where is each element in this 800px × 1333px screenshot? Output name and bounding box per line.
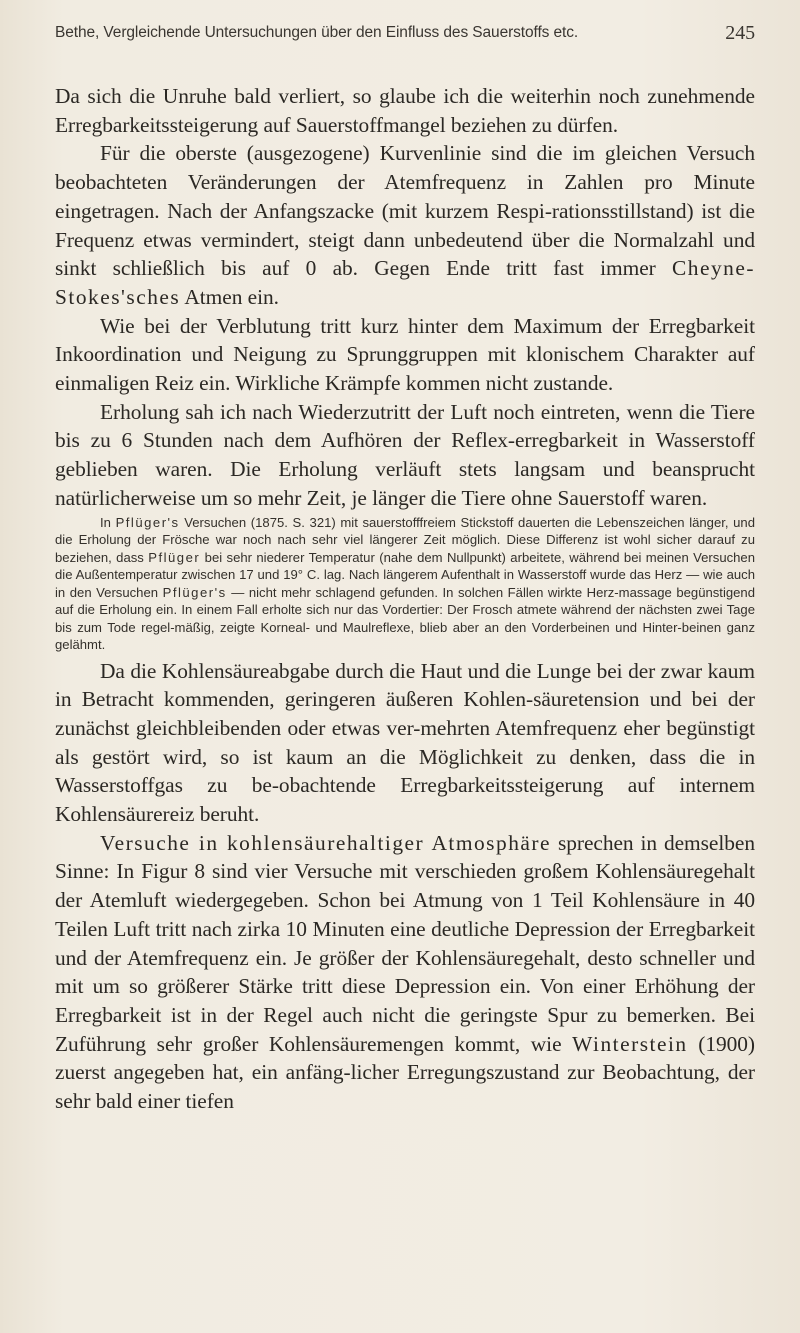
- footnote-text-b: bei sehr niederer Temperatur (nahe dem Nullpunkt) arbeitete, während bei meinen Versuchen die Außentemperatur zwischen 17 und 19° C. lag. Nach längerem Aufenthalt in Wasserstoff wurde das Herz — wie auch in den Versuchen: [55, 549, 756, 600]
- paragraph-3: Wie bei der Verblutung tritt kurz hinter dem Maximum der Erregbarkeit Inkoordination und Neigung zu Sprunggruppen mit klonischem Charakter auf einmaligen Reiz ein. Wirkliche Krämpfe kommen nicht zustande.: [55, 313, 755, 396]
- footnote-text-a: Versuchen (1875. S. 321) mit sauerstofffreiem Stickstoff dauerten die Lebenszeichen länger, und die Erholung der Frösche war noch nach sehr viel längerer Zeit möglich. Diese Differenz ist wohl sicher darauf zu beziehen, dass: [55, 514, 755, 565]
- paragraph-2: [55, 139, 755, 311]
- paragraph-6-text-b: (1900) zuerst angegeben hat, ein anfäng-licher Erregungszustand zur Beobachtung, der sehr bald einer tiefen: [55, 1031, 755, 1114]
- section-lead-co2-atmosphere: Versuche in kohlensäurehaltiger Atmosphäre: [100, 830, 552, 855]
- paragraph-6-text-a: sprechen in demselben Sinne: In Figur 8 sind vier Versuche mit verschieden großem Kohlensäuregehalt der Atemluft wiedergegeben. Schon bei Atmung von 1 Teil Kohlensäure in 40 Teilen Luft tritt nach zirka 10 Minuten eine deutliche Depression der Erregbarkeit und der Atemfrequenz ein. Je größer der Kohlensäuregehalt, desto schneller und mit um so größerer Stärke tritt diese Depression ein. Von einer Erhöhung der Erregbarkeit ist in der Regel auch nicht die geringste Spur zu bemerken. Bei Zuführung sehr großer Kohlensäuremengen kommt, wie: [55, 830, 755, 1056]
- page-number: 245: [725, 22, 755, 44]
- author-name-winterstein: Winterstein: [572, 1031, 688, 1056]
- author-name-pflueger-1: Pflüger's: [115, 514, 180, 530]
- author-name-pflueger-3: Pflüger's: [162, 584, 227, 600]
- paragraph-4: Erholung sah ich nach Wiederzutritt der Luft noch eintreten, wenn die Tiere bis zu 6 Stunden nach dem Aufhören der Reflex-erregbarkeit in Wasserstoff geblieben waren. Die Erholung verläuft stets langsam und beansprucht natürlicherweise um so mehr Zeit, je länger die Tiere ohne Sauerstoff waren.: [55, 399, 755, 510]
- running-head: [55, 24, 755, 42]
- footnote-in: In: [100, 514, 111, 530]
- paragraph-1: Da sich die Unruhe bald verliert, so glaube ich die weiterhin noch zunehmende Erregbarkeitssteigerung auf Sauerstoffmangel beziehen zu dürfen.: [55, 84, 755, 137]
- page-body: [55, 82, 755, 1116]
- paragraph-5: Da die Kohlensäureabgabe durch die Haut und die Lunge bei der zwar kaum in Betracht kommenden, geringeren äußeren Kohlen-säuretension und bei der zunächst gleichbleibenden oder etwas ver-mehrten Atemfrequenz eher begünstigt als gestört wird, so ist kaum an die Möglichkeit zu denken, dass die in Wasserstoffgas zu be-obachtende Erregbarkeitssteigerung auf internem Kohlensäurereiz beruht.: [55, 658, 755, 827]
- footnote-block: [55, 514, 755, 654]
- footnote-text-c: — nicht mehr schlagend gefunden. In solchen Fällen wirkte Herz-massage begünstigend auf die Erholung ein. In einem Fall erholte sich nur das Vordertier: Der Frosch atmete während der nächsten zwei Tage bis zum Tode regel-mäßig, zeigte Korneal- und Maulreflexe, blieb aber an den Vorderbeinen und Hinter-beinen ganz gelähmt.: [55, 584, 755, 653]
- author-name-cheyne-stokes: Cheyne-Stokes'sches: [55, 256, 755, 309]
- paragraph-6: [55, 829, 755, 1116]
- paragraph-2-text: Für die oberste (ausgezogene) Kurvenlinie sind die im gleichen Versuch beobachteten Veränderungen der Atemfrequenz in Zahlen pro Minute eingetragen. Nach der Anfangszacke (mit kurzem Respi-rationsstillstand) ist die Frequenz etwas vermindert, steigt dann unbedeutend über die Normalzahl und sinkt schließlich bis auf 0 ab. Gegen Ende tritt fast immer: [55, 141, 755, 281]
- author-name-pflueger-2: Pflüger: [148, 549, 201, 565]
- running-title: Bethe, Vergleichende Untersuchungen über den Einfluss des Sauerstoffs etc.: [55, 24, 579, 41]
- paragraph-2-end: Atmen ein.: [184, 284, 279, 309]
